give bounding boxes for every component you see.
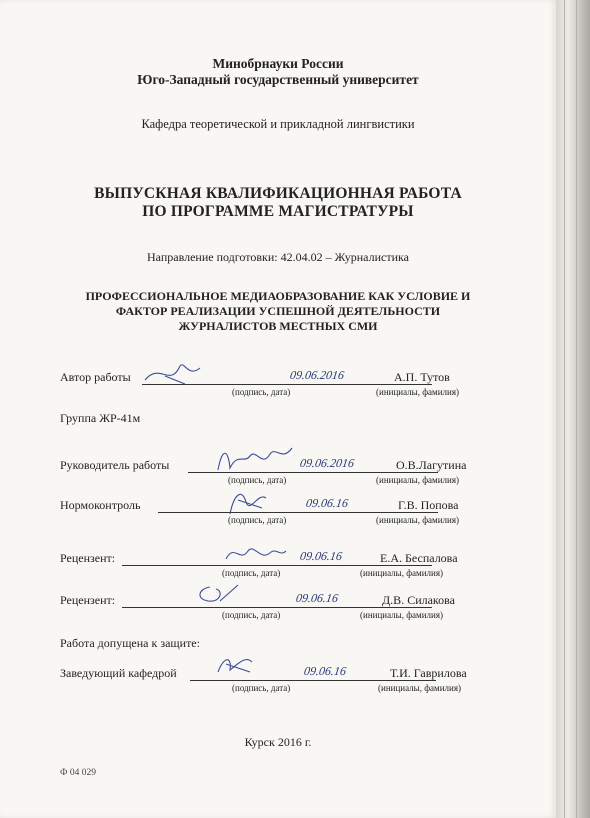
signature-line (158, 512, 438, 513)
name-caption: (инициалы, фамилия) (376, 515, 459, 525)
signatory-name: Е.А. Беспалова (380, 551, 458, 565)
book-spine (556, 0, 590, 818)
name-caption: (инициалы, фамилия) (376, 475, 459, 485)
group-line: Группа ЖР-41м (60, 411, 141, 425)
spine-crease (576, 0, 577, 818)
signature-date: 09.06.16 (305, 496, 350, 510)
name-caption: (инициалы, фамилия) (360, 610, 443, 620)
signature-date: 09.06.2016 (299, 456, 356, 470)
work-title-line-1: ВЫПУСКНАЯ КВАЛИФИКАЦИОННАЯ РАБОТА (94, 185, 462, 202)
signature-date: 09.06.16 (299, 549, 344, 563)
spine-crease (564, 0, 565, 818)
work-title (0, 185, 556, 221)
topic-line-2: ФАКТОР РЕАЛИЗАЦИИ УСПЕШНОЙ ДЕЯТЕЛЬНОСТИ (115, 304, 441, 318)
signature-date: 09.06.16 (295, 591, 340, 605)
topic-line-1: ПРОФЕССИОНАЛЬНОЕ МЕДИАОБРАЗОВАНИЕ КАК УСЛОВИЕ И (85, 289, 471, 303)
signature-row-reviewer-2 (60, 593, 500, 623)
signature-caption: (подпись, дата) (222, 568, 281, 578)
signature-row-author (60, 370, 500, 400)
handwritten-signature-icon (140, 358, 210, 390)
signature-label: Нормоконтроль (60, 498, 141, 512)
handwritten-signature-icon (210, 650, 260, 680)
admission-note: Работа допущена к защите: (60, 636, 200, 650)
handwritten-signature-icon (210, 442, 300, 478)
handwritten-signature-icon (220, 541, 290, 567)
signature-caption: (подпись, дата) (228, 475, 287, 485)
department-name: Кафедра теоретической и прикладной лингвистики (141, 117, 415, 131)
name-caption: (инициалы, фамилия) (378, 683, 461, 693)
signature-date: 09.06.2016 (289, 368, 346, 382)
university-name: Юго-Западный государственный университет (137, 72, 419, 87)
city-year: Курск 2016 г. (244, 735, 312, 749)
topic-line-3: ЖУРНАЛИСТОВ МЕСТНЫХ СМИ (178, 319, 378, 333)
signature-caption: (подпись, дата) (232, 683, 291, 693)
handwritten-signature-icon (190, 579, 250, 609)
signature-label: Рецензент: (60, 593, 116, 607)
signature-date: 09.06.16 (303, 664, 348, 678)
handwritten-signature-icon (220, 484, 280, 518)
ministry-name: Минобрнауки России (212, 56, 344, 71)
signature-row-reviewer-1 (60, 551, 500, 581)
signature-row-head-of-department (60, 666, 500, 696)
signatory-name: А.П. Тутов (394, 370, 450, 384)
signatory-name: Т.И. Гаврилова (390, 666, 467, 680)
signature-row-supervisor (60, 458, 500, 488)
name-caption: (инициалы, фамилия) (376, 387, 459, 397)
name-caption: (инициалы, фамилия) (360, 568, 443, 578)
signatory-name: О.В.Лагутина (396, 458, 467, 472)
signature-label: Автор работы (60, 370, 131, 384)
signature-caption: (подпись, дата) (222, 610, 281, 620)
signatory-name: Д.В. Силакова (382, 593, 455, 607)
form-code: Ф 04 029 (60, 768, 97, 778)
signature-label: Заведующий кафедрой (60, 666, 177, 680)
signature-caption: (подпись, дата) (232, 387, 291, 397)
topic-title (0, 289, 556, 334)
direction-line: Направление подготовки: 42.04.02 – Журналистика (147, 250, 409, 264)
signature-label: Рецензент: (60, 551, 116, 565)
work-title-line-2: ПО ПРОГРАММЕ МАГИСТРАТУРЫ (142, 203, 414, 220)
signature-caption: (подпись, дата) (228, 515, 287, 525)
signature-row-normcontrol (60, 498, 500, 528)
signature-label: Руководитель работы (60, 458, 170, 472)
signatory-name: Г.В. Попова (398, 498, 459, 512)
header-block (0, 56, 556, 88)
